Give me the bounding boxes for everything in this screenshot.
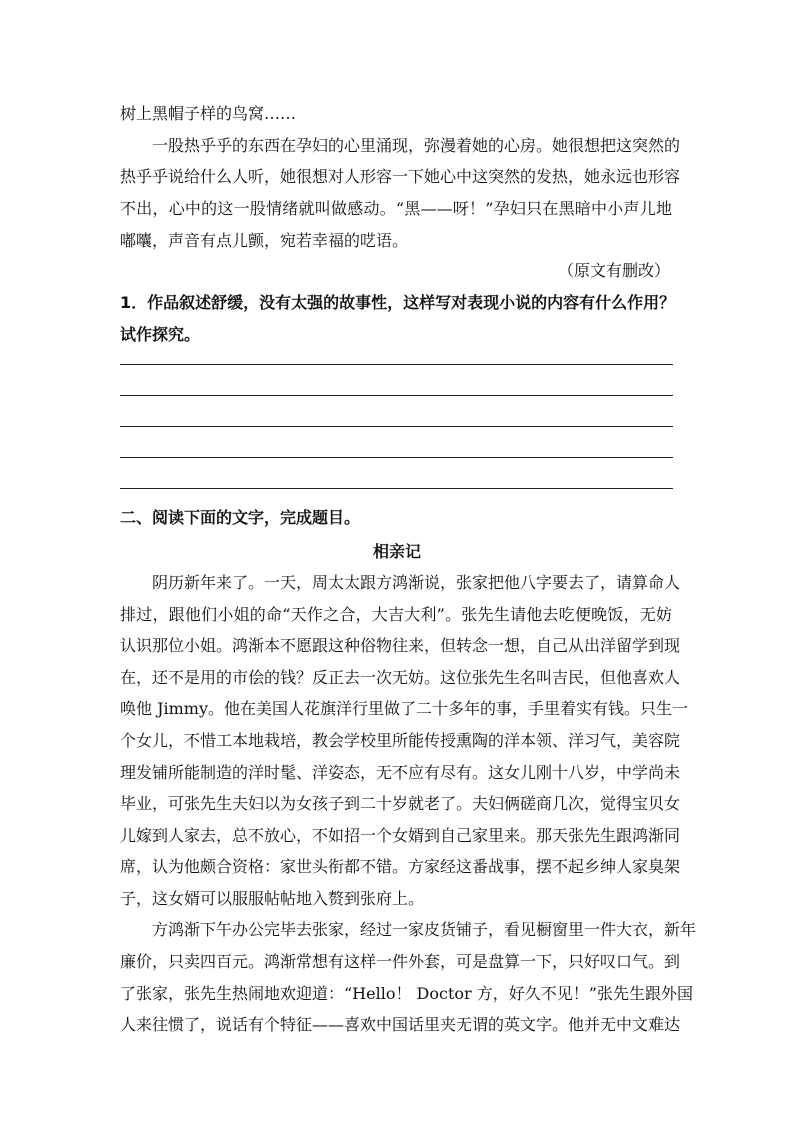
passage1-line-5: 嘟囔，声音有点儿颤，宛若幸福的呓语。 <box>120 231 409 250</box>
article-line-9: 儿嫁到人家去，总不放心，不如招一个女婿到自己家里来。那天张先生跟鸿渐同 <box>120 826 681 845</box>
article-line-4: 在，还不是用的市侩的钱？反正去一次无妨。这位张先生名叫吉民，但他喜欢人 <box>120 668 681 687</box>
article-line-10: 席，认为他颇合资格：家世头衔都不错。方家经这番战事，摆不起乡绅人家臭架 <box>120 857 681 876</box>
source-note: （原文有删改） <box>557 261 670 280</box>
article-line-3: 认识那位小姐。鸿渐本不愿跟这种俗物往来，但转念一想，自己从出洋留学到现 <box>120 636 681 655</box>
question-1-text-cont: 试作探究。 <box>120 325 201 344</box>
article-line-5: 唤他 Jimmy。他在美国人花旗洋行里做了二十多年的事，手里着实有钱。只生一 <box>120 699 689 718</box>
article-line-11: 子，这女婿可以服服帖帖地入赘到张府上。 <box>120 889 425 908</box>
passage1-line-3: 热乎乎说给什么人听，她很想对人形容一下她心中这突然的发热，她永远也形容 <box>120 167 681 186</box>
article-line-7: 理发铺所能制造的洋时髦、洋姿态，无不应有尽有。这女儿刚十八岁，中学尚未 <box>120 763 681 782</box>
section-2-heading: 二、阅读下面的文字，完成题目。 <box>120 508 361 527</box>
article-line-13: 廉价，只卖四百元。鸿渐常想有这样一件外套，可是盘算一下，只好叹口气。到 <box>120 952 681 971</box>
article-line-15: 人来往惯了，说话有个特征——喜欢中国话里夹无谓的英文字。他并无中文难达 <box>120 1015 681 1034</box>
answer-line-2[interactable] <box>120 395 673 396</box>
passage1-line-2: 一股热乎乎的东西在孕妇的心里涌现，弥漫着她的心房。她很想把这突然的 <box>152 136 681 155</box>
article-title: 相亲记 <box>372 542 421 561</box>
article-line-8: 毕业，可张先生夫妇以为女孩子到二十岁就老了。夫妇俩磋商几次，觉得宝贝女 <box>120 794 681 813</box>
passage1-line-4: 不出，心中的这一股情绪就叫做感动。“黑——呀！”孕妇只在黑暗中小声儿地 <box>120 199 672 218</box>
article-line-6: 个女儿，不惜工本地栽培，教会学校里所能传授熏陶的洋本领、洋习气，美容院 <box>120 731 681 750</box>
answer-line-1[interactable] <box>120 364 673 365</box>
article-line-12: 方鸿渐下午办公完毕去张家，经过一家皮货铺子，看见橱窗里一件大衣，新年 <box>152 920 697 939</box>
article-line-1: 阴历新年来了。一天，周太太跟方鸿渐说，张家把他八字要去了，请算命人 <box>152 573 681 592</box>
article-line-14: 了张家，张先生热闹地欢迎道：“Hello！ Doctor 方，好久不见！”张先生跟外国 <box>120 984 693 1003</box>
answer-line-3[interactable] <box>120 426 673 427</box>
answer-line-4[interactable] <box>120 457 673 458</box>
question-1-text: 1．作品叙述舒缓，没有太强的故事性，这样写对表现小说的内容有什么作用？ <box>120 293 676 312</box>
passage1-line-1: 树上黑帽子样的鸟窝…… <box>120 104 297 123</box>
answer-line-5[interactable] <box>120 488 673 489</box>
article-line-2: 排过，跟他们小姐的命“天作之合，大吉大利”。张先生请他去吃便晚饭，无妨 <box>120 605 672 624</box>
